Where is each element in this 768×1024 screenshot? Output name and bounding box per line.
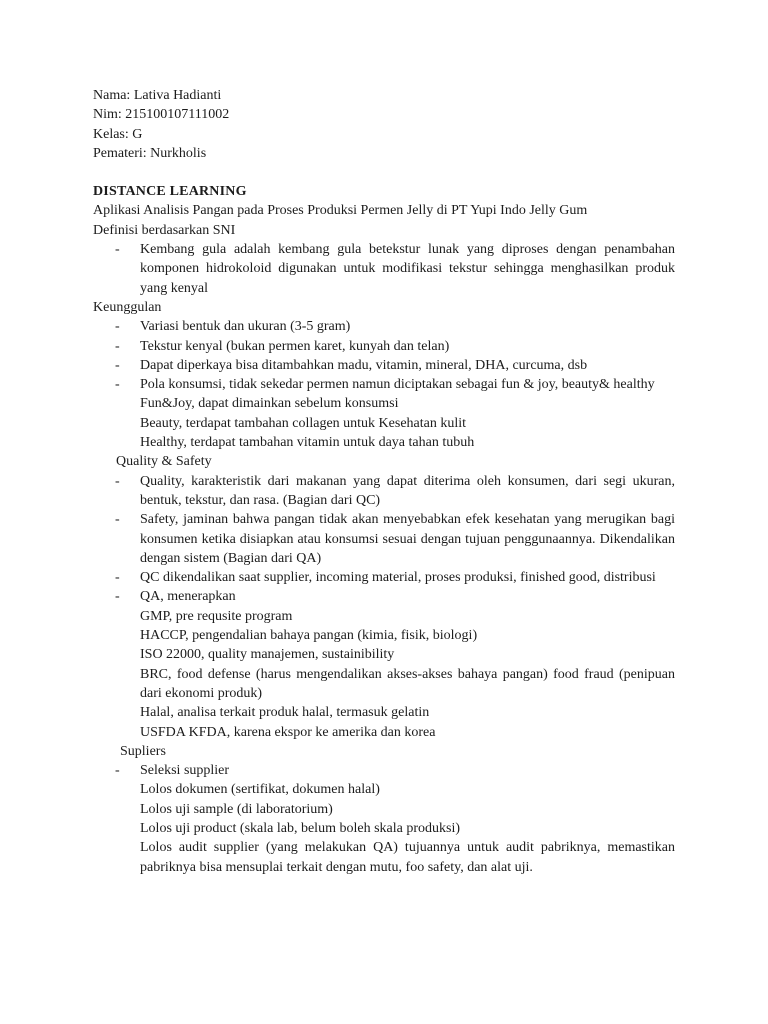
list-continuation: BRC, food defense (harus mengendalikan akses-akses bahaya pangan) food fraud (penipuan dari ekonomi produk): [140, 666, 675, 701]
list-continuation: Lolos uji product (skala lab, belum boleh skala produksi): [140, 820, 460, 836]
section-heading-definisi: Definisi berdasarkan SNI: [93, 222, 236, 238]
bullet-dash: -: [115, 512, 120, 528]
list-continuation: Lolos uji sample (di laboratorium): [140, 801, 333, 817]
list-continuation: Healthy, terdapat tambahan vitamin untuk daya tahan tubuh: [140, 435, 475, 451]
section-heading-keunggulan: Keunggulan: [93, 299, 162, 315]
list-item: [93, 761, 675, 780]
list-item: [93, 587, 675, 606]
bullet-dash: -: [115, 377, 120, 393]
list-continuation: Fun&Joy, dapat dimainkan sebelum konsumsi: [140, 396, 399, 412]
list-item: [93, 375, 675, 394]
section-heading-quality-safety: Quality & Safety: [116, 454, 212, 470]
list-item-text: Dapat diperkaya bisa ditambahkan madu, vitamin, mineral, DHA, curcuma, dsb: [140, 357, 588, 373]
list-item: [93, 472, 675, 511]
bullet-dash: -: [115, 319, 120, 335]
student-class: Kelas: G: [93, 126, 143, 142]
student-name: Nama: Lativa Hadianti: [93, 88, 222, 103]
list-item: [93, 568, 675, 587]
presenter: Pemateri: Nurkholis: [93, 145, 207, 161]
spacer: [93, 163, 675, 182]
list-item-text: Pola konsumsi, tidak sekedar permen namun diciptakan sebagai fun & joy, beauty& healthy: [140, 377, 655, 393]
bullet-dash: -: [115, 357, 120, 373]
list-item-text: Seleksi supplier: [140, 763, 230, 779]
list-item-text: Quality, karakteristik dari makanan yang dapat diterima oleh konsumen, dari segi ukuran, bentuk, tekstur, dan rasa. (Bagian dari QC): [140, 473, 675, 508]
bullet-dash: -: [115, 763, 120, 779]
bullet-dash: -: [115, 589, 120, 605]
list-item: [93, 317, 675, 336]
list-item-text: QA, menerapkan: [140, 589, 236, 605]
section-heading-suppliers: Supliers: [120, 743, 166, 759]
student-nim: Nim: 215100107111002: [93, 107, 230, 123]
list-item: [93, 240, 675, 298]
list-continuation: Lolos dokumen (sertifikat, dokumen halal): [140, 782, 380, 798]
document-body: [93, 86, 675, 877]
list-item-text: Safety, jaminan bahwa pangan tidak akan menyebabkan efek kesehatan yang merugikan bagi konsumen ketika disiapkan atau konsumsi sesuai dengan tujuan penggunaannya. Dikendalikan dengan sistem (Bagian dari QA): [140, 512, 675, 566]
list-continuation: HACCP, pengendalian bahaya pangan (kimia, fisik, biologi): [140, 628, 478, 644]
list-item: [93, 510, 675, 568]
list-continuation: GMP, pre requsite program: [140, 608, 293, 624]
list-item: [93, 337, 675, 356]
document-subtitle: Aplikasi Analisis Pangan pada Proses Produksi Permen Jelly di PT Yupi Indo Jelly Gum: [93, 203, 588, 219]
bullet-dash: -: [115, 338, 120, 354]
list-item-text: Kembang gula adalah kembang gula betekstur lunak yang diproses dengan penambahan komponen hidrokoloid digunakan untuk modifikasi tekstur sehingga menghasilkan produk yang kenyal: [140, 242, 675, 296]
list-continuation: Halal, analisa terkait produk halal, termasuk gelatin: [140, 705, 430, 721]
document-title: DISTANCE LEARNING: [93, 184, 247, 200]
list-continuation: Lolos audit supplier (yang melakukan QA) tujuannya untuk audit pabriknya, memastikan pabriknya bisa mensuplai terkait dengan mutu, foo safety, dan alat uji.: [140, 840, 675, 875]
bullet-dash: -: [115, 242, 120, 258]
list-item-text: Variasi bentuk dan ukuran (3-5 gram): [140, 319, 351, 335]
list-continuation: USFDA KFDA, karena ekspor ke amerika dan korea: [140, 724, 436, 740]
list-continuation: Beauty, terdapat tambahan collagen untuk Kesehatan kulit: [140, 415, 467, 431]
list-item-text: QC dikendalikan saat supplier, incoming material, proses produksi, finished good, distribusi: [140, 570, 656, 586]
bullet-dash: -: [115, 570, 120, 586]
bullet-dash: -: [115, 473, 120, 489]
list-item-text: Tekstur kenyal (bukan permen karet, kunyah dan telan): [140, 338, 450, 354]
list-continuation: ISO 22000, quality manajemen, sustainibility: [140, 647, 395, 663]
list-item: [93, 356, 675, 375]
